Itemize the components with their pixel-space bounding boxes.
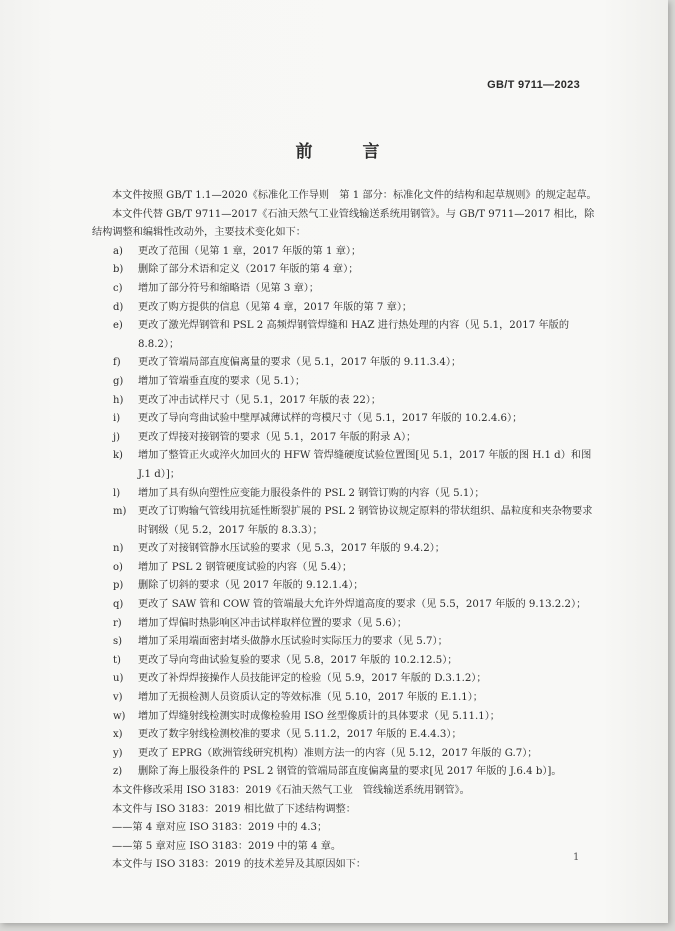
change-list-item [92,726,598,745]
change-item-label: g) [113,375,124,387]
change-item-text: 增加了管端垂直度的要求（见 5.1）； [138,375,306,387]
change-item-text: 更改了 SAW 管和 COW 管的管端最大允许外焊道高度的要求（见 5.5，2017 年版的 9.13.2.2）； [138,599,587,611]
change-list-item [92,429,598,448]
page-title: 前 言 [295,142,402,162]
change-item-label: r) [113,617,122,629]
structure-change-item: ——第 5 章对应 ISO 3183：2019 中的第 4 章。 [112,840,342,852]
change-list-item [92,280,598,299]
change-list-item [92,559,598,578]
change-list-item [92,503,598,540]
change-item-text: 增加了具有纵向塑性应变能力服役条件的 PSL 2 钢管订购的内容（见 5.1）； [138,487,485,499]
change-item-text: 更改了范围（见第 1 章，2017 年版的第 1 章）； [138,245,362,257]
change-list-item [92,708,598,727]
change-list-item [92,299,598,318]
intro-paragraph: 本文件按照 GB/T 1.1—2020《标准化工作导则 第 1 部分：标准化文件的结构和起草规则》的规定起草。 [112,190,597,201]
change-item-label: j) [113,431,121,443]
change-item-label: t) [113,654,121,666]
closing-paragraph: 本文件与 ISO 3183：2019 相比做了下述结构调整： [112,803,356,815]
change-list-item [92,243,598,262]
change-item-label: p) [113,580,124,592]
change-list-item [92,373,598,392]
change-list-item [92,745,598,764]
change-item-label: l) [113,487,121,499]
change-item-label: v) [113,692,123,704]
change-item-label: u) [113,673,124,685]
change-item-label: x) [113,729,123,741]
change-list-item [92,652,598,671]
change-item-text: 增加了部分符号和缩略语（见第 3 章）； [138,282,320,294]
change-list-item [92,317,598,354]
change-item-text: 更改了冲击试样尺寸（见 5.1，2017 年版的表 22）； [138,394,382,406]
change-list-item [92,447,598,484]
change-item-label: f) [113,357,121,369]
document-body [92,187,598,875]
change-item-label: k) [113,450,123,462]
change-item-label: a) [113,245,123,257]
change-item-text: 增加了采用端面密封堵头做静水压试验时实际压力的要求（见 5.7）； [138,636,448,648]
change-item-text: 更改了管端局部直度偏离量的要求（见 5.1，2017 年版的 9.11.3.4）； [138,357,462,369]
change-item-text: 更改了导向弯曲试验中壁厚减薄试样的弯模尺寸（见 5.1，2017 年版的 10.2.4.6）； [138,413,523,425]
change-list-item [92,596,598,615]
page-number: 1 [573,852,580,863]
change-item-label: o) [113,561,123,573]
change-item-label: d) [113,301,124,313]
change-item-label: q) [113,599,124,611]
change-list-item [92,633,598,652]
closing-paragraph: 本文件修改采用 ISO 3183：2019《石油天然气工业 管线输送系统用钢管》。 [112,785,470,796]
change-item-label: e) [113,320,123,332]
change-list [92,243,598,782]
structure-change-item: ——第 4 章对应 ISO 3183：2019 中的 4.3； [112,822,328,834]
change-item-label: s) [113,636,123,648]
change-item-text: 增加了焊缝射线检测实时成像检验用 ISO 丝型像质计的具体要求（见 5.11.1）； [138,710,500,722]
change-list-item [92,689,598,708]
change-item-text: 增加了焊偏时热影响区冲击试样取样位置的要求（见 5.6）； [138,617,408,629]
change-item-label: i) [113,413,121,425]
change-item-text: 更改了焊接对接钢管的要求（见 5.1，2017 年版的附录 A）； [138,431,417,443]
change-list-item [92,540,598,559]
change-item-text: 删除了海上服役条件的 PSL 2 钢管的管端局部直度偏离量的要求[见 2017 年版的 J.6.4 b）]。 [138,766,562,778]
change-item-text: 更改了数字射线检测校准的要求（见 5.11.2，2017 年版的 E.4.4.3）； [138,729,462,741]
change-item-label: w) [113,710,126,722]
change-item-text: 增加了无损检测人员资质认定的等效标准（见 5.10，2017 年版的 E.1.1）； [138,692,483,704]
change-item-label: m) [113,506,127,518]
change-item-text: 更改了对接钢管静水压试验的要求（见 5.3，2017 年版的 9.4.2）； [138,543,445,555]
change-item-text: 更改了激光焊钢管和 PSL 2 高频焊钢管焊缝和 HAZ 进行热处理的内容（见 5.1，2017 年版的 8.8.2）； [138,320,570,350]
change-list-item [92,577,598,596]
change-list-item [92,763,598,782]
standard-number: GB/T 9711—2023 [487,79,580,91]
change-item-label: y) [113,747,123,759]
final-paragraph: 本文件与 ISO 3183：2019 的技术差异及其原因如下： [112,859,367,871]
change-item-text: 更改了 EPRG（欧洲管线研究机构）准则方法一的内容（见 5.12，2017 年版的 G.7）； [138,747,538,759]
change-list-item [92,261,598,280]
change-item-label: z) [113,766,123,778]
change-item-label: n) [113,543,124,555]
change-item-label: h) [113,394,124,406]
change-item-text: 增加了整管正火或淬火加回火的 HFW 管焊缝硬度试验位置图[见 5.1，2017 年版的图 H.1 d）和图 J.1 d）]； [138,450,592,480]
change-item-label: b) [113,264,124,276]
change-list-item [92,670,598,689]
change-item-text: 更改了购方提供的信息（见第 4 章，2017 年版的第 7 章）； [138,301,413,313]
change-item-text: 删除了部分术语和定义（2017 年版的第 4 章）； [138,264,359,276]
change-item-text: 更改了订购输气管线用抗延性断裂扩展的 PSL 2 钢管协议规定原料的带状组织、晶粒度和夹杂物要求时钢级（见 5.2，2017 年版的 8.3.3）； [138,506,593,536]
change-list-item [92,615,598,634]
change-item-text: 更改了补焊焊接操作人员技能评定的检验（见 5.9，2017 年版的 D.3.1.2）； [138,673,487,685]
change-list-item [92,392,598,411]
change-item-text: 删除了切斜的要求（见 2017 年版的 9.12.1.4）； [138,580,364,592]
change-item-text: 增加了 PSL 2 钢管硬度试验的内容（见 5.4）； [138,561,353,573]
change-list-item [92,410,598,429]
change-list-item [92,354,598,373]
intro-paragraph: 本文件代替 GB/T 9711—2017《石油天然气工业管线输送系统用钢管》。与 GB/T 9711—2017 相比，除结构调整和编辑性改动外，主要技术变化如下： [92,208,595,239]
change-item-label: c) [113,282,123,294]
change-list-item [92,485,598,504]
change-item-text: 更改了导向弯曲试验复验的要求（见 5.8，2017 年版的 10.2.12.5）； [138,654,458,666]
